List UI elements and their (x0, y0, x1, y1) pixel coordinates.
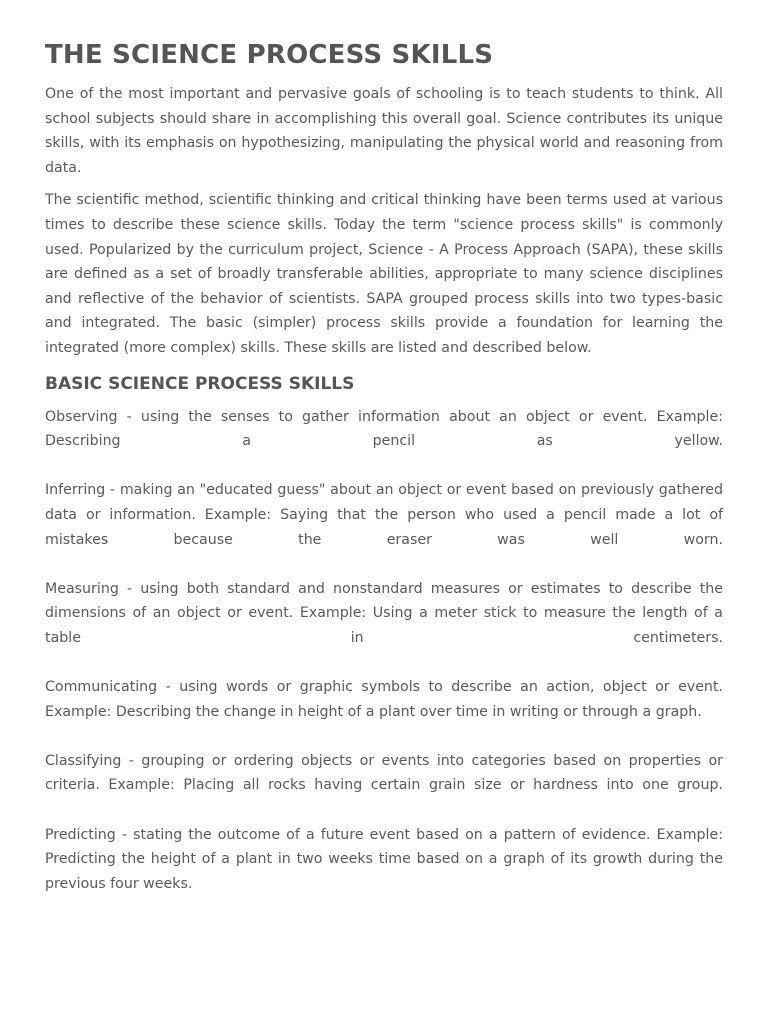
skill-predicting: Predicting - stating the outcome of a future event based on a pattern of evidence. Example: Predicting the height of a plant in two weeks time based on a graph of its growth during the previous four weeks. (45, 826, 723, 892)
skill-observing: Observing - using the senses to gather information about an object or event. Example: Describing a pencil as yellow. (45, 408, 723, 450)
skill-measuring: Measuring - using both standard and nonstandard measures or estimates to describe the dimensions of an object or event. Example: Using a meter stick to measure the length of a table in centimeters. (45, 580, 723, 646)
skill-classifying: Classifying - grouping or ordering objects or events into categories based on properties or criteria. Example: Placing all rocks having certain grain size or hardness into one group. (45, 752, 723, 794)
section-heading: BASIC SCIENCE PROCESS SKILLS (45, 373, 355, 394)
spacer (45, 650, 723, 675)
intro-paragraph-1: One of the most important and pervasive goals of schooling is to teach students to think. All school subjects should share in accomplishing this overall goal. Science contributes its unique skills, with its emphasis on hypothesizing, manipulating the physical world and reasoning from data. (45, 86, 723, 176)
spacer (45, 724, 723, 749)
skill-inferring: Inferring - making an "educated guess" about an object or event based on previously gathered data or information. Example: Saying that the person who used a pencil made a lot of mistakes because the eraser was well worn. (45, 482, 723, 548)
page-title: THE SCIENCE PROCESS SKILLS (45, 40, 494, 70)
spacer (45, 798, 723, 823)
spacer (45, 552, 723, 577)
skill-communicating: Communicating - using words or graphic symbols to describe an action, object or event. Example: Describing the change in height of a plant over time in writing or through a graph. (45, 679, 723, 720)
spacer (45, 454, 723, 479)
intro-paragraph-2: The scientific method, scientific thinking and critical thinking have been terms used at various times to describe these science skills. Today the term "science process skills" is commonly used. Popularized by the curriculum project, Science - A Process Approach (SAPA), these skills are defined as a set of broadly transferable abilities, appropriate to many science disciplines and reflective of the behavior of scientists. SAPA grouped process skills into two types-basic and integrated. The basic (simpler) process skills provide a foundation for learning the integrated (more complex) skills. These skills are listed and described below. (45, 192, 723, 356)
